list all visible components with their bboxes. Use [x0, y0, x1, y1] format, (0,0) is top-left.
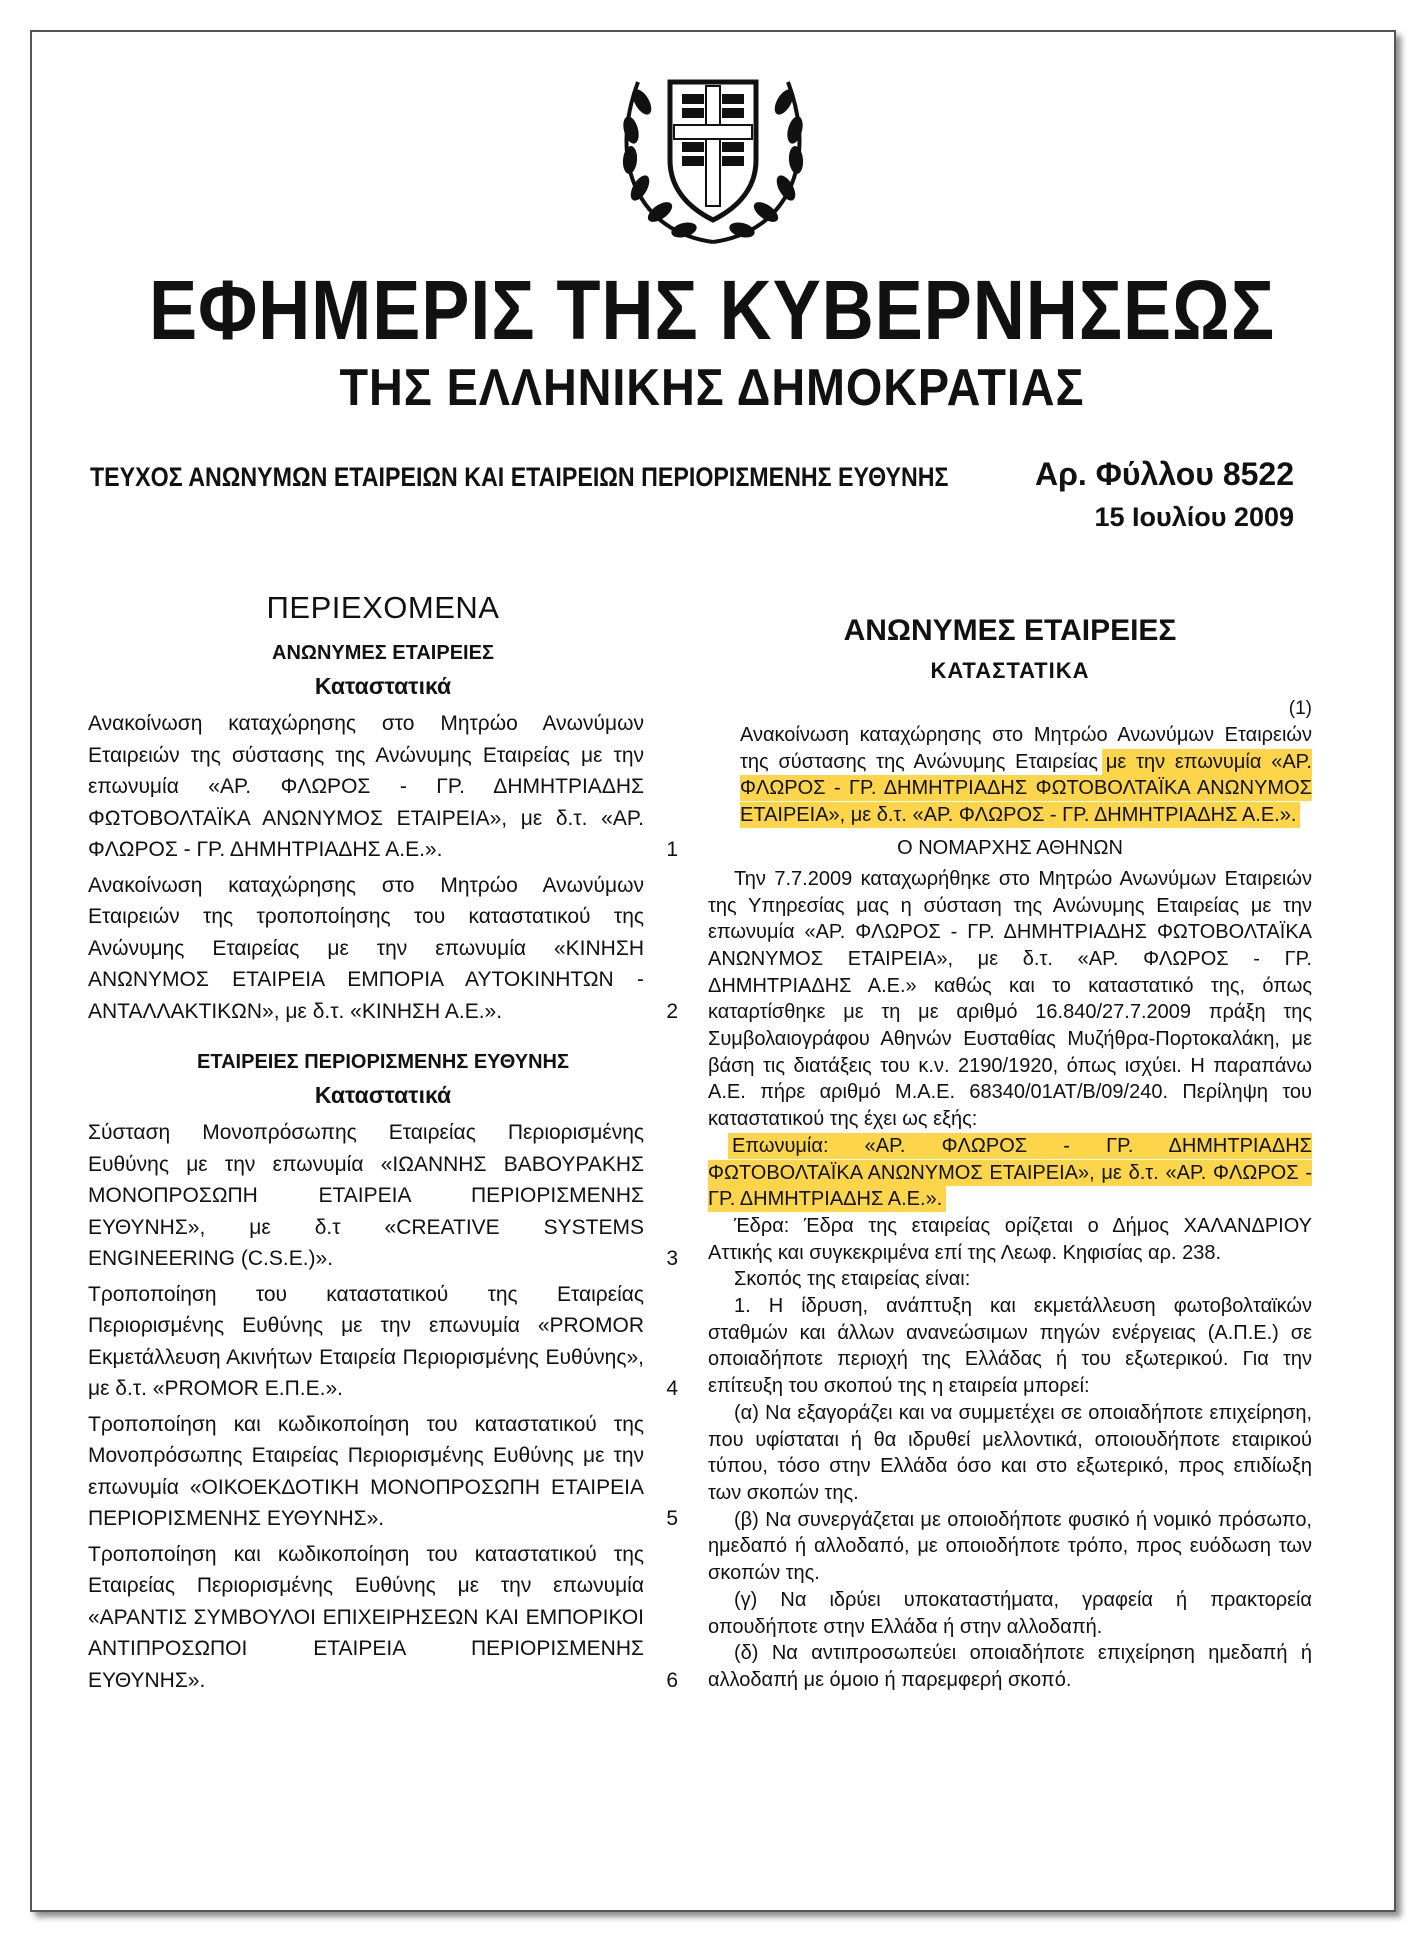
purpose-item-a: (α) Να εξαγοράζει και να συμμετέχει σε οποιαδήποτε επιχείρηση, που υφίσταται ή θα ιδρυθεί μελλοντικά, οποιουδήποτε εταιρικού τύπου, τόσο στην Ελλάδα όσο και στο εξωτερικό, προς επιδίωξη των σκοπών της.: [708, 1401, 1312, 1504]
seat-paragraph: Έδρα: Έδρα της εταιρείας ορίζεται ο Δήμος ΧΑΛΑΝΔΡΙΟΥ Αττικής και συγκεκριμένα επί της Λεωφ. Κηφισίας αρ. 238.: [708, 1214, 1312, 1264]
toc-section-ltd: ΕΤΑΙΡΕΙΕΣ ΠΕΡΙΟΡΙΣΜΕΝΗΣ ΕΥΘΥΝΗΣ: [197, 1051, 569, 1073]
toc-entry-text: Τροποποίηση και κωδικοποίηση του καταστατικού της Εταιρείας Περιορισμένης Ευθύνης με την επωνυμία «ΑΡΑΝΤΙΣ ΣΥΜΒΟΥΛΟΙ ΕΠΙΧΕΙΡΗΣΕΩΝ ΚΑΙ ΕΜΠΟΡΙΚΟΙ ΑΝΤΙΠΡΟΣΩΠΟΙ ΕΤΑΙΡΕΙΑ ΠΕΡΙΟΡΙΣΜΕΝΗΣ ΕΥΘΥΝΗΣ».: [88, 1542, 644, 1692]
toc-entry-text: Ανακοίνωση καταχώρησης στο Μητρώο Ανωνύμων Εταιρειών της τροποποίησης του καταστατικού της Ανώνυμης Εταιρείας με την επωνυμία «ΚΙΝΗΣΗ ΑΝΩΝΥΜΟΣ ΕΤΑΙΡΕΙΑ ΕΜΠΟΡΙΑ ΑΥΤΟΚΙΝΗΤΩΝ - ΑΝΤΑΛΛΑΚΤΙΚΩΝ», με δ.τ. «ΚΙΝΗΣΗ Α.Ε.».: [88, 873, 644, 1023]
name-paragraph: [708, 1133, 1312, 1213]
toc-entry-text: Τροποποίηση του καταστατικού της Εταιρείας Περιορισμένης Ευθύνης με την επωνυμία «PROMOR Εκμετάλλευση Ακινήτων Εταιρεία Περιορισμένης Ευθύνης», με δ.τ. «PROMOR Ε.Π.Ε.».: [88, 1282, 644, 1400]
toc-entry-page: 2: [666, 999, 678, 1023]
article-section-title: ΑΝΩΝΥΜΕΣ ΕΤΑΙΡΕΙΕΣ: [843, 614, 1177, 647]
purpose-item-c: (γ) Να ιδρύει υποκαταστήματα, γραφεία ή πρακτορεία οπουδήποτε στην Ελλάδα ή στην αλλοδαπή.: [708, 1588, 1312, 1638]
toc-entry-page: 1: [666, 838, 678, 861]
toc-entry[interactable]: [88, 870, 678, 1028]
highlighted-company-name-2: Επωνυμία: «ΑΡ. ΦΛΩΡΟΣ - ΓΡ. ΔΗΜΗΤΡΙΑΔΗΣ ΦΩΤΟΒΟΛΤΑΪΚΑ ΑΝΩΝΥΜΟΣ ΕΤΑΙΡΕΙΑ», με δ.τ. «ΑΡ. ΦΛΩΡΟΣ - ΓΡ. ΔΗΜΗΤΡΙΑΔΗΣ Α.Ε.».: [708, 1134, 1312, 1211]
highlighted-company-name: με την επωνυμία «ΑΡ. ΦΛΩΡΟΣ - ΓΡ. ΔΗΜΗΤΡΙΑΔΗΣ ΦΩΤΟΒΟΛΤΑΪΚΑ ΑΝΩΝΥΜΟΣ ΕΤΑΙΡΕΙΑ», με δ.τ. «ΑΡ. ΦΛΩΡΟΣ - ΓΡ. ΔΗΜΗΤΡΙΑΔΗΣ Α.Ε.».: [740, 750, 1312, 827]
article-subtitle: ΚΑΤΑΣΤΑΤΙΚΑ: [930, 658, 1090, 683]
purpose-item-d: (δ) Να αντιπροσωπεύει οποιαδήποτε επιχείρηση ημεδαπή ή αλλοδαπή με όμοιο ή παρεμφερή σκοπό.: [708, 1642, 1312, 1691]
toc-entry-text: Τροποποίηση και κωδικοποίηση του καταστατικού της Μονοπρόσωπης Εταιρείας Περιορισμένης Ευθύνης με την επωνυμία «ΟΙΚΟΕΚΔΟΤΙΚΗ ΜΟΝΟΠΡΟΣΩΠΗ ΕΤΑΙΡΕΙΑ ΠΕΡΙΟΡΙΣΜΕΝΗΣ ΕΥΘΥΝΗΣ».: [88, 1412, 644, 1530]
gazette-title: ΕΦΗΜΕΡΙΣ ΤΗΣ ΚΥΒΕΡΝΗΣΕΩΣ: [148, 263, 1276, 357]
toc-entry-page: 3: [666, 1247, 678, 1270]
toc-entry[interactable]: [88, 1117, 678, 1275]
purpose-heading: Σκοπός της εταιρείας είναι:: [734, 1268, 971, 1291]
greek-coat-of-arms-emblem: [598, 42, 828, 252]
purpose-paragraph: 1. Η ίδρυση, ανάπτυξη και εκμετάλλευση φωτοβολταϊκών σταθμών και άλλων ανανεώσιμων πηγών ενέργειας (Α.Π.Ε.) σε οποιαδήποτε περιοχή της Ελλάδας ή του εξωτερικού. Για την επίτευξη του σκοπού της η εταιρεία μπορεί:: [708, 1295, 1312, 1398]
issue-series: ΤΕΥΧΟΣ ΑΝΩΝΥΜΩΝ ΕΤΑΙΡΕΙΩΝ ΚΑΙ ΕΤΑΙΡΕΙΩΝ ΠΕΡΙΟΡΙΣΜΕΝΗΣ ΕΥΘΥΝΗΣ: [90, 462, 949, 492]
authority-heading: Ο ΝΟΜΑΡΧΗΣ ΑΘΗΝΩΝ: [897, 836, 1123, 859]
gazette-subtitle: ΤΗΣ ΕΛΛΗΝΙΚΗΣ ΔΗΜΟΚΡΑΤΙΑΣ: [339, 359, 1085, 417]
toc-subsection-statutes-2: Καταστατικά: [314, 1082, 452, 1108]
toc-entry-page: 4: [666, 1377, 678, 1400]
issue-date: 15 Ιουλίου 2009: [1094, 502, 1294, 532]
toc-entry-page: 5: [666, 1507, 678, 1530]
toc-section-sa: ΑΝΩΝΥΜΕΣ ΕΤΑΙΡΕΙΕΣ: [272, 642, 494, 664]
table-of-contents: [88, 590, 678, 1700]
toc-heading: ΠΕΡΙΕΧΟΜΕΝΑ: [266, 590, 500, 625]
article-body: [708, 614, 1312, 1694]
toc-entry[interactable]: [88, 1539, 678, 1697]
toc-entry[interactable]: [88, 1409, 678, 1535]
registration-paragraph: Την 7.7.2009 καταχωρήθηκε στο Μητρώο Ανωνύμων Εταιρειών της Υπηρεσίας μας η σύσταση της Ανώνυμης Εταιρείας με την επωνυμία «ΑΡ. ΦΛΩΡΟΣ - ΓΡ. ΔΗΜΗΤΡΙΑΔΗΣ ΦΩΤΟΒΟΛΤΑΪΚΑ ΑΝΩΝΥΜΟΣ ΕΤΑΙΡΕΙΑ», με δ.τ. «ΑΡ. ΦΛΩΡΟΣ - ΓΡ. ΔΗΜΗΤΡΙΑΔΗΣ Α.Ε.» καθώς και το καταστατικό της, όπως καταρτίσθηκε με τη με αριθμό 16.840/27.7.2009 πράξη της Συμβολαιογράφου Αθηνών Ευσταθίας Μυζήθρα-Πορτοκαλάκη, με βάση τις διατάξεις του κ.ν. 2190/1920, όπως ισχύει. Η παραπάνω Α.Ε. πήρε αριθμό Μ.Α.Ε. 68340/01ΑΤ/Β/09/240. Περίληψη του καταστατικού της έχει ως εξής:: [708, 867, 1312, 1131]
toc-entry[interactable]: [88, 708, 678, 866]
article-number: (1): [1288, 698, 1312, 719]
purpose-item-b: (β) Να συνεργάζεται με οποιοδήποτε φυσικό ή νομικό πρόσωπο, ημεδαπό ή αλλοδαπό, με οποιοδήποτε τρόπο, προς ευόδωση των σκοπών της.: [708, 1508, 1312, 1585]
announcement-text: Ανακοίνωση καταχώρησης στο Μητρώο Ανωνύμων Εταιρειών της σύστασης της Ανώνυμης Εταιρείας: [740, 724, 1312, 773]
toc-entry[interactable]: [88, 1279, 678, 1405]
toc-entry-text: Ανακοίνωση καταχώρησης στο Μητρώο Ανωνύμων Εταιρειών της σύστασης της Ανώνυμης Εταιρείας με την επωνυμία «ΑΡ. ΦΛΩΡΟΣ - ΓΡ. ΔΗΜΗΤΡΙΑΔΗΣ ΦΩΤΟΒΟΛΤΑΪΚΑ ΑΝΩΝΥΜΟΣ ΕΤΑΙΡΕΙΑ», με δ.τ. «ΑΡ. ΦΛΩΡΟΣ - ΓΡ. ΔΗΜΗΤΡΙΑΔΗΣ Α.Ε.».: [88, 712, 644, 861]
announcement-paragraph: [708, 722, 1312, 829]
toc-entry-text: Σύσταση Μονοπρόσωπης Εταιρείας Περιορισμένης Ευθύνης με την επωνυμία «ΙΩΑΝΝΗΣ ΒΑΒΟΥΡΑΚΗΣ ΜΟΝΟΠΡΟΣΩΠΗ ΕΤΑΙΡΕΙΑ ΠΕΡΙΟΡΙΣΜΕΝΗΣ ΕΥΘΥΝΗΣ», με δ.τ «CREATIVE SYSTEMS ENGINEERING (C.S.E.)».: [88, 1121, 644, 1270]
toc-entry-page: 6: [666, 1668, 678, 1692]
issue-number: Αρ. Φύλλου 8522: [1034, 456, 1294, 492]
toc-subsection-statutes: Καταστατικά: [314, 673, 452, 699]
